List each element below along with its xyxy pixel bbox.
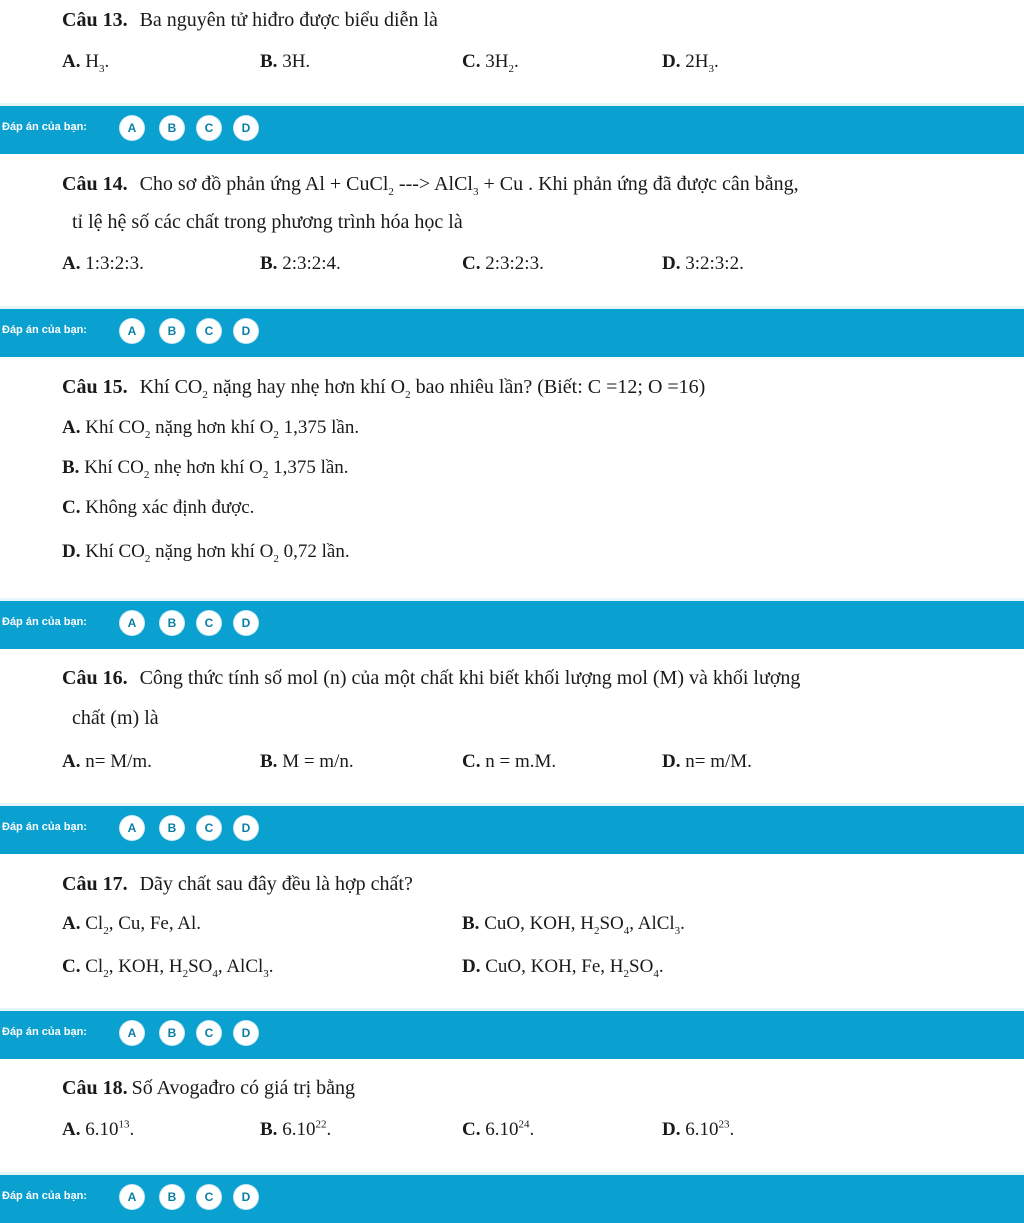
question-text: Câu 17. Dãy chất sau đây đều là hợp chất? — [62, 873, 413, 895]
answer-bar-15: Đáp án của bạn: A B C D — [0, 598, 1024, 649]
choice-c-button[interactable]: C — [197, 116, 221, 140]
choice-a-button[interactable]: A — [120, 1185, 144, 1209]
choice-d-button[interactable]: D — [234, 319, 258, 343]
option-b: B. M = m/n. — [260, 751, 354, 772]
option-b: B. CuO, KOH, $H_2SO_4$, AlCl$_3$. — [462, 913, 685, 937]
option-d: D. CuO, KOH, Fe, $H_2SO_4$. — [462, 956, 664, 980]
choice-b-button[interactable]: B — [160, 816, 184, 840]
choice-d-button[interactable]: D — [234, 116, 258, 140]
answer-bar-label: Đáp án của bạn: — [2, 121, 87, 133]
option-c: C. 2:3:2:3. — [462, 253, 544, 274]
option-a: A. Khí $CO_2$ nặng hơn khí $O_2$ 1,375 lần. — [62, 417, 360, 441]
choice-b-button[interactable]: B — [160, 611, 184, 635]
option-d: D. $2H_3$. — [662, 51, 719, 75]
choice-c-button[interactable]: C — [197, 319, 221, 343]
choice-b-button[interactable]: B — [160, 1021, 184, 1045]
choice-a-button[interactable]: A — [120, 319, 144, 343]
option-a: A. 1:3:2:3. — [62, 253, 144, 274]
option-b: B. 3H. — [260, 51, 311, 72]
choice-b-button[interactable]: B — [160, 1185, 184, 1209]
question-text: Câu 16. Công thức tính số mol (n) của một chất khi biết khối lượng mol (M) và khối lượng — [62, 667, 801, 689]
choice-d-button[interactable]: D — [234, 816, 258, 840]
option-c: C. 6.10$^{24}$. — [462, 1118, 535, 1140]
choice-a-button[interactable]: A — [120, 116, 144, 140]
choice-b-button[interactable]: B — [160, 319, 184, 343]
choice-a-button[interactable]: A — [120, 611, 144, 635]
option-b: B. 6.10$^{22}$. — [260, 1118, 332, 1140]
option-d: D. Khí $CO_2$ nặng hơn khí $O_2$ 0,72 lần. — [62, 541, 350, 565]
choice-a-button[interactable]: A — [120, 1021, 144, 1045]
choice-d-button[interactable]: D — [234, 611, 258, 635]
option-a: A. n= M/m. — [62, 751, 152, 772]
option-d: D. 3:2:3:2. — [662, 253, 744, 274]
option-a: A. 6.10$^{13}$. — [62, 1118, 135, 1140]
option-a: A. $Cl_2$, Cu, Fe, Al. — [62, 913, 202, 937]
option-b: B. Khí $CO_2$ nhẹ hơn khí $O_2$ 1,375 lần. — [62, 457, 349, 481]
option-d: D. 6.10$^{23}$. — [662, 1118, 735, 1140]
answer-bar-14: Đáp án của bạn: A B C D — [0, 306, 1024, 357]
choice-c-button[interactable]: C — [197, 611, 221, 635]
question-text: Câu 15. Khí $CO_2$ nặng hay nhẹ hơn khí $O_2$ bao nhiêu lần? (Biết: C =12; O =16) — [62, 376, 706, 401]
answer-bar-18: Đáp án của bạn: A B C D — [0, 1172, 1024, 1223]
question-text: Câu 18. Số Avogađro có giá trị bằng — [62, 1077, 356, 1099]
answer-bar-13 — [0, 103, 1024, 154]
choice-d-button[interactable]: D — [234, 1185, 258, 1209]
option-c: C. $3H_2$. — [462, 51, 519, 75]
choice-b-button[interactable]: B — [160, 116, 184, 140]
answer-bar-17: Đáp án của bạn: A B C D — [0, 1008, 1024, 1059]
option-d: D. n= m/M. — [662, 751, 752, 772]
choice-c-button[interactable]: C — [197, 1021, 221, 1045]
answer-bar-16: Đáp án của bạn: A B C D — [0, 803, 1024, 854]
option-b: B. 2:3:2:4. — [260, 253, 341, 274]
option-c: C. Không xác định được. — [62, 497, 255, 518]
choice-c-button[interactable]: C — [197, 816, 221, 840]
choice-a-button[interactable]: A — [120, 816, 144, 840]
option-c: C. n = m.M. — [462, 751, 557, 772]
option-c: C. $Cl_2$, KOH, $H_2SO_4$, AlCl$_3$. — [62, 956, 274, 980]
question-text: Câu 13. Ba nguyên tử hiđro được biểu diễn là — [62, 9, 438, 31]
option-a: A. $H_3$. — [62, 51, 110, 75]
choice-c-button[interactable]: C — [197, 1185, 221, 1209]
question-text-line2: chất (m) là — [72, 707, 159, 729]
choice-d-button[interactable]: D — [234, 1021, 258, 1045]
question-text: Câu 14. Cho sơ đồ phản ứng Al + CuCl$_2$ ---> AlCl$_3$ + Cu . Khi phản ứng đã được cân bằng, — [62, 173, 799, 198]
question-text-line2: tỉ lệ hệ số các chất trong phương trình hóa học là — [72, 211, 463, 233]
